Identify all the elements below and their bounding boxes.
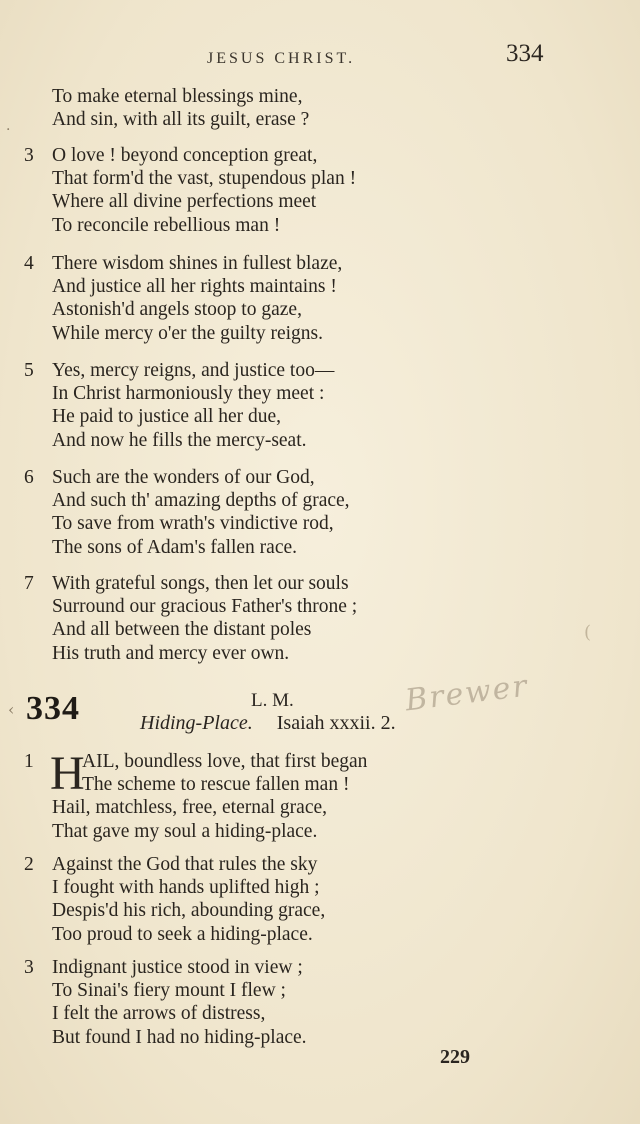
stanza-number: 6: [24, 467, 34, 488]
verse-line: And now he fills the mercy-seat.: [52, 429, 307, 451]
margin-mark: (: [584, 622, 592, 643]
verse-line: Indignant justice stood in view ;: [52, 957, 303, 978]
stanza-number: 1: [24, 751, 34, 772]
stanza-4: [24, 252, 343, 345]
verse-line: And sin, with all its guilt, erase ?: [52, 109, 310, 131]
verse-line: I fought with hands uplifted high ;: [52, 877, 320, 899]
verse-line: To reconcile rebellious man !: [52, 214, 281, 236]
margin-mark: ‹: [8, 700, 15, 719]
margin-mark: ·: [6, 122, 11, 138]
verse-line: Despis'd his rich, abounding grace,: [52, 900, 326, 922]
stanza-number: 3: [24, 957, 34, 978]
stanza-number: 5: [24, 360, 34, 381]
stanza-7: [24, 572, 358, 665]
stanza-number: 2: [24, 854, 34, 875]
verse-line: And such th' amazing depths of grace,: [52, 490, 350, 512]
verse-line: To Sinai's fiery mount I flew ;: [52, 980, 286, 1002]
verse-line: AIL, boundless love, that first began: [82, 751, 368, 772]
stanza-3: [24, 144, 357, 237]
stanza-number: 7: [24, 573, 34, 594]
hymn-header: [26, 690, 626, 738]
verse-line: Such are the wonders of our God,: [52, 467, 315, 488]
stanza-number: 4: [24, 253, 34, 274]
stanza-number: 3: [24, 145, 34, 166]
stanza-continued: [52, 85, 309, 131]
verse-line: Hail, matchless, free, eternal grace,: [52, 797, 328, 819]
verse-line: Yes, mercy reigns, and justice too—: [52, 360, 335, 381]
folio-number: 229: [440, 1046, 470, 1068]
verse-line: O love ! beyond conception great,: [52, 145, 318, 166]
hymn-title: Hiding-Place.: [140, 712, 253, 734]
verse-line: He paid to justice all her due,: [52, 406, 282, 428]
verse-line: And justice all her rights maintains !: [52, 276, 337, 298]
running-head-title: JESUS CHRIST.: [207, 50, 356, 67]
verse-line: That gave my soul a hiding-place.: [52, 820, 318, 842]
hymn-number: 334: [26, 690, 80, 727]
verse-line: With grateful songs, then let our souls: [52, 573, 349, 594]
verse-line: The scheme to rescue fallen man !: [82, 774, 350, 796]
verse-line: Astonish'd angels stoop to gaze,: [52, 299, 302, 321]
stanza-1: [24, 747, 368, 843]
verse-line: To make eternal blessings mine,: [52, 86, 303, 107]
running-head: [0, 40, 640, 74]
verse-line: To save from wrath's vindictive rod,: [52, 513, 334, 535]
hymn-subtitle: [140, 712, 396, 735]
verse-line: Against the God that rules the sky: [52, 854, 318, 875]
scripture-reference: Isaiah xxxii. 2.: [276, 712, 396, 734]
verse-line: While mercy o'er the guilty reigns.: [52, 322, 324, 344]
verse-line: Where all divine perfections meet: [52, 191, 317, 213]
verse-line: And all between the distant poles: [52, 619, 312, 641]
handwritten-note: Brewer: [403, 668, 531, 719]
verse-line: I felt the arrows of distress,: [52, 1003, 266, 1025]
verse-line: Surround our gracious Father's throne ;: [52, 596, 358, 618]
verse-line: The sons of Adam's fallen race.: [52, 536, 298, 558]
hymn-meter: L. M.: [251, 690, 294, 711]
running-head-page-number: 334: [506, 40, 544, 67]
verse-line: In Christ harmoniously they meet :: [52, 383, 325, 405]
stanza-3-new: [24, 956, 307, 1049]
stanza-6: [24, 466, 350, 559]
stanza-5: [24, 359, 335, 452]
verse-line: His truth and mercy ever own.: [52, 642, 290, 664]
verse-line: That form'd the vast, stupendous plan !: [52, 168, 357, 190]
stanza-2: [24, 853, 326, 946]
dropcap: H: [50, 747, 85, 800]
verse-line: But found I had no hiding-place.: [52, 1026, 307, 1048]
verse-line: There wisdom shines in fullest blaze,: [52, 253, 343, 274]
verse-line: Too proud to seek a hiding-place.: [52, 923, 313, 945]
